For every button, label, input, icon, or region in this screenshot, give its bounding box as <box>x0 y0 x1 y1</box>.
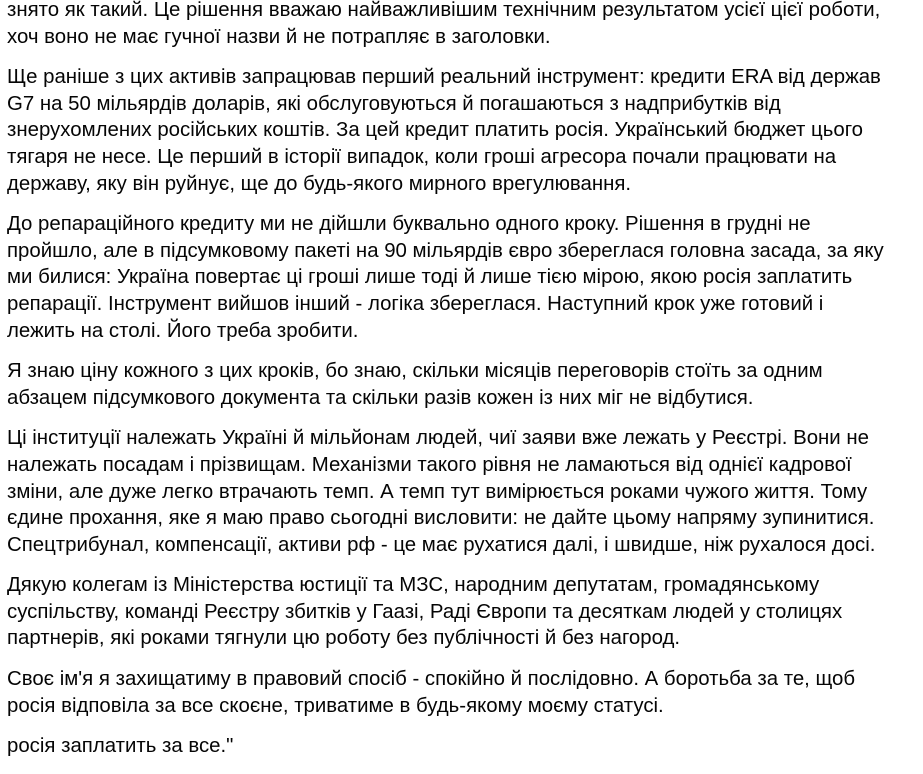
text-line: G7 на 50 мільярдів доларів, які обслуговуються й погашаються з надприбутків від <box>7 92 781 115</box>
paragraph-8 <box>7 733 923 760</box>
text-line: Спецтрибунал, компенсації, активи рф - це має рухатися далі, і швидше, ніж рухалося досі. <box>7 533 876 556</box>
text-line: пройшло, але в підсумковому пакеті на 90 мільярдів євро збереглася головна засада, за яку <box>7 239 884 262</box>
text-line: росія відповіла за все скоєне, триватиме в будь-якому моєму статусі. <box>7 694 664 717</box>
text-line: Дякую колегам із Міністерства юстиції та МЗС, народним депутатам, громадянському <box>7 574 820 597</box>
paragraph-3 <box>7 211 923 344</box>
text-line: ми билися: Україна повертає ці гроші лише тоді й лише тією мірою, якою росія заплатить <box>7 266 853 289</box>
paragraph-5 <box>7 425 923 558</box>
paragraph-7 <box>7 666 923 719</box>
text-line: тягаря не несе. Це перший в історії випадок, коли гроші агресора почали працювати на <box>7 145 837 168</box>
text-line: знято як такий. Це рішення вважаю найважливішим технічним результатом усієї цієї роботи, <box>7 0 881 21</box>
text-line: знерухомлених російських коштів. За цей кредит платить росія. Український бюджет цього <box>7 119 864 142</box>
text-line: До репараційного кредиту ми не дійшли буквально одного кроку. Рішення в грудні не <box>7 213 811 236</box>
post-body <box>7 0 923 774</box>
text-line: абзацем підсумкового документа та скільки разів кожен із них міг не відбутися. <box>7 386 754 409</box>
text-line: репарації. Інструмент вийшов інший - логіка збереглася. Наступний крок уже готовий і <box>7 292 824 315</box>
text-line: суспільству, команді Реєстру збитків у Гаазі, Раді Європи та десяткам людей у столицях <box>7 600 843 623</box>
text-line: лежить на столі. Його треба зробити. <box>7 319 359 342</box>
text-line: хоч воно не має гучної назви й не потрапляє в заголовки. <box>7 25 551 48</box>
text-line: Ще раніше з цих активів запрацював перший реальний інструмент: кредити ERA від держав <box>7 66 881 89</box>
text-line: належать посадам і прізвищам. Механізми такого рівня не ламаються від однієї кадрової <box>7 453 852 476</box>
text-line: Своє ім'я я захищатиму в правовий спосіб - спокійно й послідовно. А боротьба за те, щоб <box>7 668 856 691</box>
paragraph-6 <box>7 572 923 652</box>
paragraph-2 <box>7 64 923 197</box>
text-line: єдине прохання, яке я маю право сьогодні висловити: не дайте цьому напряму зупинитися. <box>7 507 875 530</box>
text-line: державу, яку він руйнує, ще до будь-якого мирного врегулювання. <box>7 172 632 195</box>
paragraph-1 <box>7 0 923 50</box>
text-line: росія заплатить за все." <box>7 735 234 758</box>
paragraph-4 <box>7 358 923 411</box>
text-line: Ці інституції належать Україні й мільйонам людей, чиї заяви вже лежать у Реєстрі. Вони не <box>7 427 869 450</box>
text-line: партнерів, які роками тягнули цю роботу без публічності й без нагород. <box>7 627 681 650</box>
text-line: Я знаю ціну кожного з цих кроків, бо знаю, скільки місяців переговорів стоїть за одним <box>7 360 823 383</box>
text-line: зміни, але дуже легко втрачають темп. А темп тут вимірюється роками чужого життя. Тому <box>7 480 868 503</box>
